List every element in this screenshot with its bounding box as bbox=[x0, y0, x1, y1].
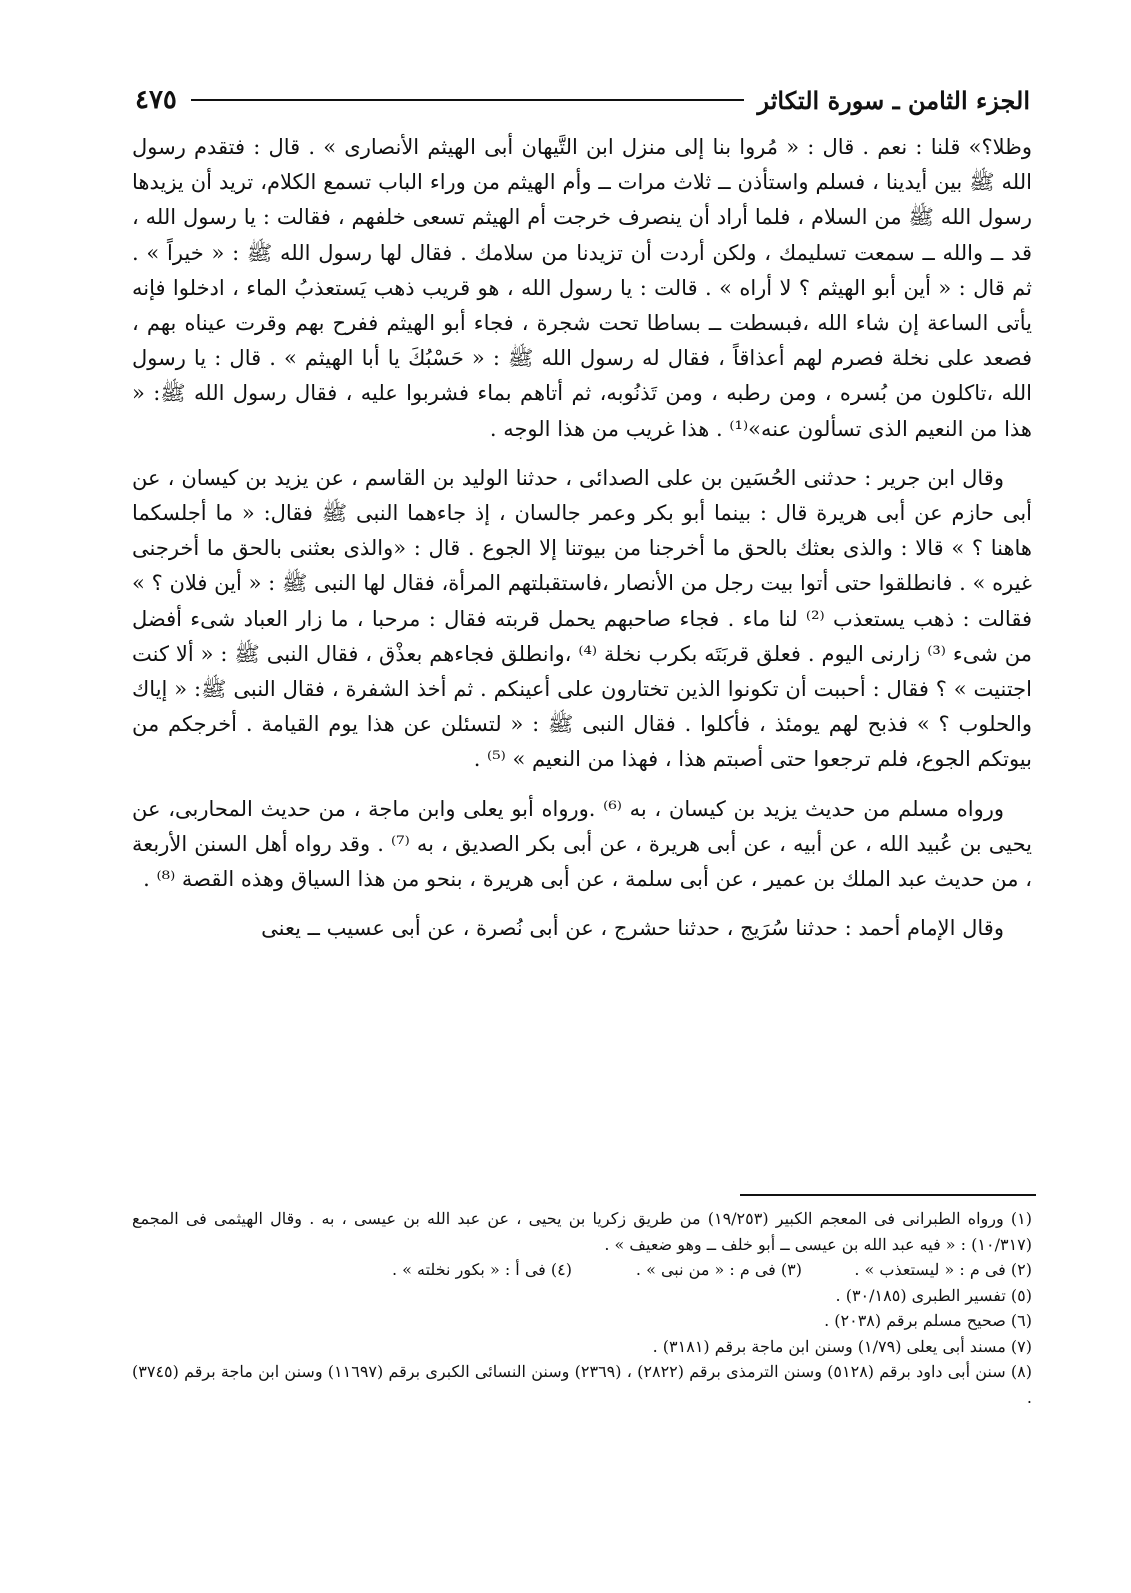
header-rule bbox=[191, 99, 744, 101]
footnote-2: (٢) فى م : « ليستعذب » . bbox=[854, 1260, 1032, 1279]
paragraph-3: ورواه مسلم من حديث يزيد بن كيسان ، به ⁽⁶⁾ .ورواه أبو يعلى وابن ماجة ، من حديث المحاربى، عن يحيى بن عُبيد الله ، عن أبيه ، عن أبى هريرة ، عن أبى بكر الصديق ، به ⁽⁷⁾ . وقد رواه أهل السنن الأربعة ، من حديث عبد الملك بن عمير ، عن أبى سلمة ، عن أبى هريرة ، بنحو من هذا السياق وهذه القصة ⁽⁸⁾ . bbox=[132, 796, 1032, 892]
footnote-8: (٨) سنن أبى داود برقم (٥١٢٨) وسنن الترمذى برقم (٢٨٢٢) ، (٢٣٦٩) وسنن النسائى الكبرى برقم (١١٦٩٧) وسنن ابن ماجة برقم (٣٧٤٥) . bbox=[132, 1362, 1032, 1407]
footnote-7: (٧) مسند أبى يعلى (١/٧٩) وسنن ابن ماجة برقم (٣١٨١) . bbox=[652, 1336, 1032, 1356]
page-number: ٤٧٥ bbox=[135, 85, 177, 115]
footnote-1: (١) ورواه الطبرانى فى المعجم الكبير (١٩/٢٥٣) من طريق زكريا بن يحيى ، عن عبد الله بن عيسى ، به . وقال الهيثمى فى المجمع (١٠/٣١٧) : « فيه عبد الله بن عيسى ــ أبو خلف ــ وهو ضعيف » . bbox=[132, 1209, 1032, 1254]
paragraph-4: وقال الإمام أحمد : حدثنا سُرَيج ، حدثنا حشرج ، عن أبى نُصرة ، عن أبى عسيب ــ يعنى bbox=[261, 916, 1004, 941]
footnote-row-2-4 bbox=[132, 1257, 1032, 1283]
paragraph-1: وظلا؟» قلنا : نعم . قال : « مُروا بنا إلى منزل ابن التَّيهان أبى الهيثم الأنصارى » . قال : فتقدم رسول الله ﷺ بين أيدينا ، فسلم واستأذن ــ ثلاث مرات ــ وأم الهيثم من وراء الباب تسمع الكلام، تريد أن يزيدها رسول الله ﷺ من السلام ، فلما أراد أن ينصرف خرجت أم الهيثم تسعى خلفهم ، فقالت : يا رسول الله ، قد ــ والله ــ سمعت تسليمك ، ولكن أردت أن تزيدنا من سلامك . فقال لها رسول الله ﷺ : « خيراً » . ثم قال : « أين أبو الهيثم ؟ لا أراه » . قالت : يا رسول الله ، هو قريب ذهب يَستعذبُ الماء ، ادخلوا فإنه يأتى الساعة إن شاء الله ،فبسطت ــ بساطا تحت شجرة ، فجاء أبو الهيثم ففرح بهم وقرت عيناه بهم ، فصعد على نخلة فصرم لهم أعذاقاً ، فقال له رسول الله ﷺ : « حَسْبُكَ يا أبا الهيثم » . قال : يا رسول الله ،تاكلون من بُسره ، ومن رطبه ، ومن تَذنُوبه، ثم أتاهم بماء فشربوا عليه ، فقال رسول الله ﷺ: « هذا من النعيم الذى تسألون عنه»⁽¹⁾ . هذا غريب من هذا الوجه . bbox=[132, 135, 1032, 441]
header-title: الجزء الثامن ـ سورة التكاثر bbox=[757, 85, 1030, 115]
footnote-separator bbox=[740, 1194, 1036, 1196]
paragraph-2: وقال ابن جرير : حدثنى الحُسَين بن على الصدائى ، حدثنا الوليد بن القاسم ، عن يزيد بن كيسان ، عن أبى حازم عن أبى هريرة قال : بينما أبو بكر وعمر جالسان ، إذ جاءهما النبى ﷺ فقال: « ما أجلسكما هاهنا ؟ » قالا : والذى بعثك بالحق ما أخرجنا من بيوتنا إلا الجوع . قال : «والذى بعثنى بالحق ما أخرجنى غيره » . فانطلقوا حتى أتوا بيت رجل من الأنصار ،فاستقبلتهم المرأة، فقال لها النبى ﷺ : « أين فلان ؟ » فقالت : ذهب يستعذب ⁽²⁾ لنا ماء . فجاء صاحبهم يحمل قربته فقال : مرحبا ، ما زار العباد شىء أفضل من شىء ⁽³⁾ زارنى اليوم . فعلق قربَتَه بكرب نخلة ⁽⁴⁾ ،وانطلق فجاءهم بعذْق ، فقال النبى ﷺ : « ألا كنت اجتنيت » ؟ فقال : أحببت أن تكونوا الذين تختارون على أعينكم . ثم أخذ الشفرة ، فقال النبى ﷺ: « إياك والحلوب ؟ » فذبح لهم يومئذ ، فأكلوا . فقال النبى ﷺ : « لتسئلن عن هذا يوم القيامة . أخرجكم من بيوتكم الجوع، فلم ترجعوا حتى أصبتم هذا ، فهذا من النعيم » ⁽⁵⁾ . bbox=[132, 465, 1033, 772]
running-header bbox=[135, 80, 1030, 120]
footnote-4: (٤) فى أ : « بكور نخلته » . bbox=[391, 1260, 572, 1279]
main-text bbox=[132, 130, 1032, 946]
footnote-5: (٥) تفسير الطبرى (٣٠/١٨٥) . bbox=[835, 1285, 1032, 1305]
footnote-3: (٣) فى م : « من نبى » . bbox=[635, 1260, 802, 1279]
footnotes bbox=[132, 1206, 1032, 1410]
footnote-6: (٦) صحيح مسلم برقم (٢٠٣٨) . bbox=[824, 1311, 1032, 1330]
